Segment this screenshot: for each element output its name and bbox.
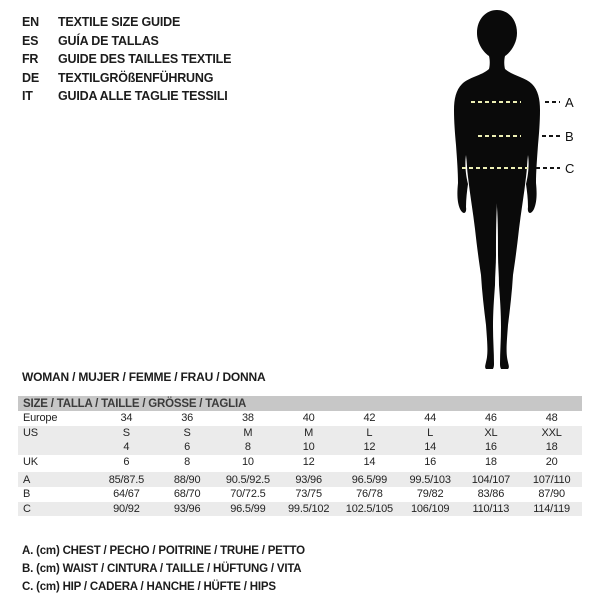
language-row	[22, 87, 231, 106]
size-value-cell: 110/113	[472, 502, 510, 515]
size-value-cell: 36	[181, 412, 194, 425]
size-row-label: B	[23, 488, 31, 501]
chest-line-on-body	[471, 101, 521, 103]
waist-line-pointer	[542, 135, 560, 137]
size-value-cell: L	[427, 426, 434, 439]
section-title: WOMAN / MUJER / FEMME / FRAU / DONNA	[22, 370, 266, 384]
size-value-cell: 107/110	[532, 473, 571, 486]
size-value-cell: 48	[545, 412, 558, 425]
size-value-cell: M	[243, 426, 253, 439]
size-value-cell: 87/90	[538, 488, 565, 501]
size-value-cell: 10	[302, 441, 315, 454]
size-value-cell: 83/86	[477, 488, 505, 501]
size-value-cell: 104/107	[471, 473, 511, 486]
size-value-cell: 106/109	[410, 502, 450, 515]
waist-line-on-body	[478, 135, 521, 137]
language-title: TEXTILE SIZE GUIDE	[58, 15, 181, 29]
size-value-cell: 93/96	[173, 502, 201, 515]
size-value-cell: 6	[184, 441, 191, 454]
size-value-cell: 102.5/105	[345, 502, 393, 515]
language-code: IT	[22, 89, 33, 104]
size-value-cell: XL	[484, 426, 498, 439]
language-code: ES	[22, 33, 39, 48]
size-value-cell: 79/82	[416, 488, 444, 501]
size-value-cell: 90/92	[113, 502, 140, 515]
language-code: FR	[22, 52, 39, 67]
size-table-row	[18, 502, 582, 517]
language-row	[22, 13, 231, 32]
language-row	[22, 32, 231, 51]
size-value-cell: 14	[363, 456, 376, 469]
size-value-cell: 73/75	[295, 488, 322, 501]
size-value-cell: 40	[302, 412, 315, 425]
size-value-cell: 93/96	[295, 473, 322, 486]
language-title: GUIDA ALLE TAGLIE TESSILI	[58, 89, 228, 104]
size-value-cell: 10	[241, 456, 254, 469]
size-value-cell: S	[183, 426, 191, 439]
woman-silhouette	[440, 7, 555, 369]
size-value-cell: 12	[302, 456, 315, 469]
size-value-cell: L	[366, 426, 373, 439]
size-table-row	[18, 411, 582, 426]
size-table-row	[18, 426, 582, 441]
size-value-cell: 16	[424, 456, 437, 469]
size-value-cell: 16	[484, 441, 497, 454]
size-value-cell: 76/78	[356, 488, 383, 501]
size-value-cell: 44	[424, 412, 437, 425]
legend-line: C. (cm) HIP / CADERA / HANCHE / HÜFTE / HIPS	[22, 581, 276, 594]
size-row-label: C	[23, 502, 31, 515]
legend-line: B. (cm) WAIST / CINTURA / TAILLE / HÜFTUNG / VITA	[22, 563, 302, 576]
size-table-row	[18, 472, 582, 487]
size-value-cell: 64/67	[113, 488, 140, 501]
size-row-label: Europe	[23, 412, 58, 425]
size-value-cell: 114/119	[533, 502, 570, 515]
language-title: GUÍA DE TALLAS	[58, 33, 159, 48]
size-value-cell: XXL	[541, 426, 562, 439]
size-value-cell: 90.5/92.5	[225, 473, 270, 486]
language-title: GUIDE DES TAILLES TEXTILE	[58, 52, 232, 67]
size-table-rows	[18, 411, 582, 516]
size-value-cell: 18	[484, 456, 497, 469]
language-row	[22, 69, 231, 88]
language-code: EN	[22, 15, 39, 29]
hip-marker-label: C	[565, 161, 575, 176]
hip-line-on-body	[462, 167, 528, 169]
size-value-cell: 18	[545, 441, 558, 454]
size-table-header: SIZE / TALLA / TAILLE / GRÖSSE / TAGLIA	[18, 396, 582, 411]
size-value-cell: 4	[123, 441, 130, 454]
hip-line-pointer	[536, 167, 560, 169]
size-value-cell: 38	[241, 412, 254, 425]
legend-line: A. (cm) CHEST / PECHO / POITRINE / TRUHE / PETTO	[22, 545, 305, 557]
size-value-cell: 14	[424, 441, 437, 454]
size-value-cell: 68/70	[173, 488, 201, 501]
size-value-cell: 12	[363, 441, 376, 454]
size-row-label: US	[23, 426, 38, 439]
language-row	[22, 50, 231, 69]
size-value-cell: 34	[120, 412, 133, 425]
size-value-cell: 42	[363, 412, 376, 425]
size-table-row	[18, 440, 582, 455]
size-value-cell: 70/72.5	[230, 488, 266, 501]
size-table-row	[18, 487, 582, 502]
size-value-cell: 96.5/99	[351, 473, 388, 486]
size-value-cell: 8	[184, 456, 191, 469]
measure-legend	[22, 542, 305, 597]
size-value-cell: 8	[244, 441, 251, 454]
size-value-cell: 85/87.5	[108, 473, 145, 486]
chest-line-pointer	[545, 101, 560, 103]
size-table-row	[18, 455, 582, 470]
size-value-cell: 99.5/102	[288, 502, 330, 515]
size-row-label: A	[23, 473, 31, 486]
size-value-cell: 99.5/103	[409, 473, 451, 486]
size-value-cell: 88/90	[173, 473, 201, 486]
size-value-cell: 20	[545, 456, 558, 469]
size-value-cell: 6	[123, 456, 130, 469]
size-table	[18, 396, 582, 516]
size-value-cell: S	[122, 426, 130, 439]
language-title-list	[22, 13, 231, 106]
size-value-cell: 46	[484, 412, 497, 425]
waist-marker-label: B	[565, 129, 574, 144]
language-code: DE	[22, 70, 39, 85]
size-value-cell: M	[304, 426, 314, 439]
chest-marker-label: A	[565, 95, 574, 110]
size-value-cell: 96.5/99	[230, 502, 266, 515]
language-title: TEXTILGRÖßENFÜHRUNG	[58, 70, 214, 85]
size-row-label: UK	[23, 456, 38, 469]
